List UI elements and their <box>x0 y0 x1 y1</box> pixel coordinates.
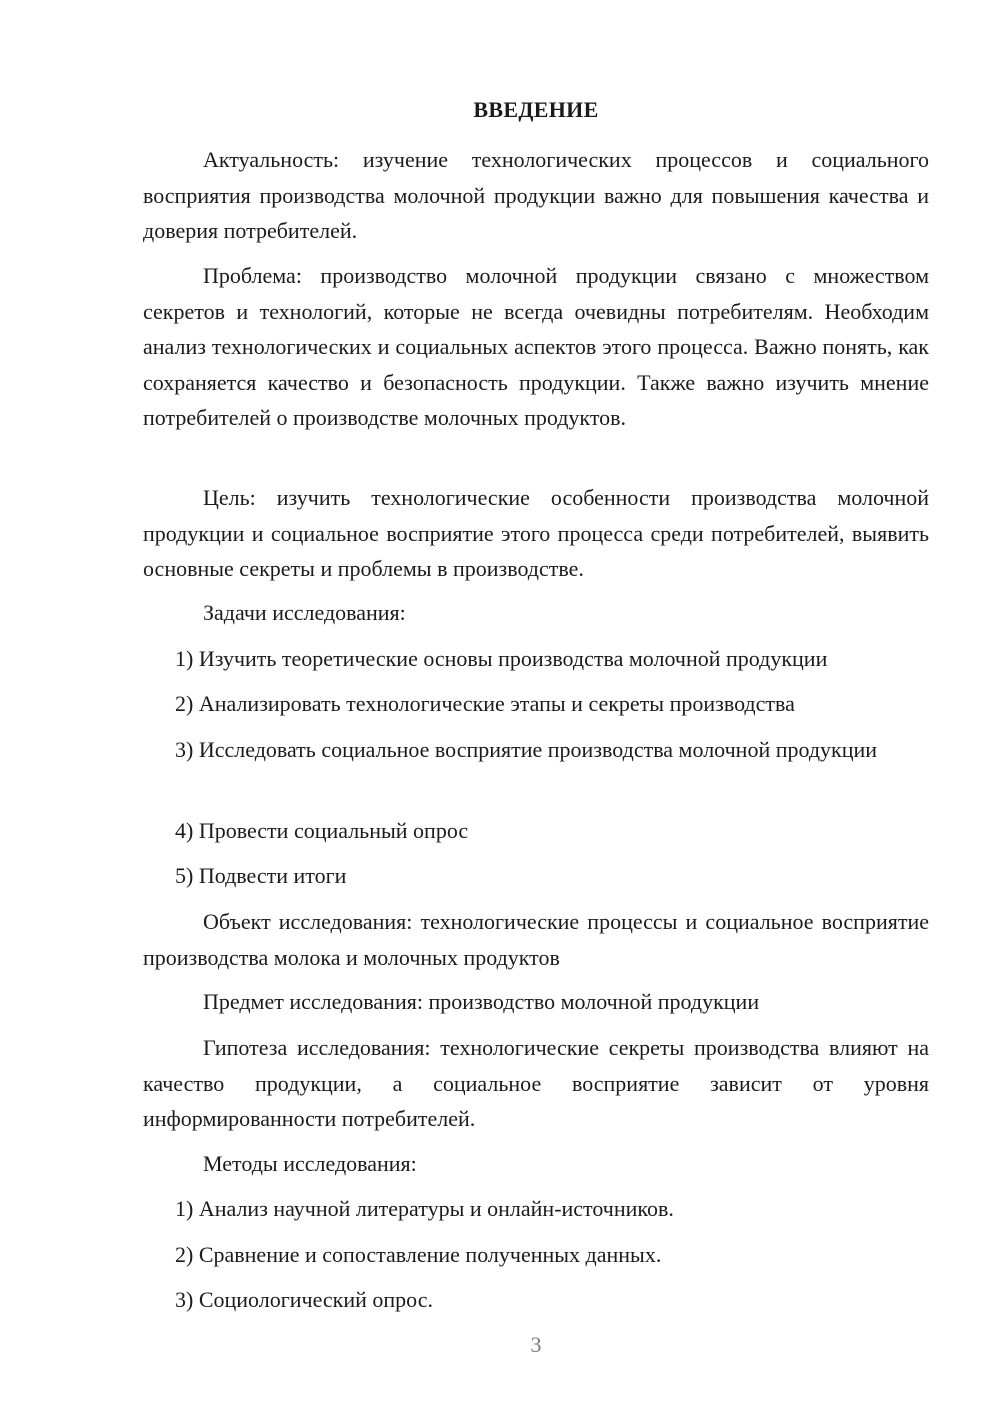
methods-heading: Методы исследования: <box>203 1151 417 1176</box>
method-item-3: 3) Социологический опрос. <box>175 1287 433 1312</box>
task-item-1: 1) Изучить теоретические основы производства молочной продукции <box>175 646 828 671</box>
task-item-4: 4) Провести социальный опрос <box>175 818 469 843</box>
relevance-paragraph: Актуальность: изучение технологических процессов и социального восприятия производства молочной продукции важно для повышения качества и доверия потребителей. <box>143 147 929 243</box>
task-item-3: 3) Исследовать социальное восприятие производства молочной продукции <box>175 737 878 762</box>
goal-paragraph: Цель: изучить технологические особенности производства молочной продукции и социальное восприятие этого процесса среди потребителей, выявить основные секреты и проблемы в производстве. <box>143 485 929 581</box>
hypothesis-paragraph: Гипотеза исследования: технологические секреты производства влияют на качество продукции, а социальное восприятие зависит от уровня информированности потребителей. <box>143 1035 929 1131</box>
tasks-heading: Задачи исследования: <box>203 600 406 625</box>
subject-paragraph: Предмет исследования: производство молочной продукции <box>203 989 760 1014</box>
task-item-2: 2) Анализировать технологические этапы и секреты производства <box>175 691 795 716</box>
task-item-5: 5) Подвести итоги <box>175 863 347 888</box>
problem-paragraph: Проблема: производство молочной продукции связано с множеством секретов и технологий, которые не всегда очевидны потребителям. Необходим анализ технологических и социальных аспектов этого процесса. Важно понять, как сохраняется качество и безопасность продукции. Также важно изучить мнение потребителей о производстве молочных продуктов. <box>143 263 929 430</box>
section-heading: ВВЕДЕНИЕ <box>473 97 599 122</box>
method-item-2: 2) Сравнение и сопоставление полученных данных. <box>175 1242 662 1267</box>
page-number: 3 <box>530 1332 542 1357</box>
object-paragraph: Объект исследования: технологические процессы и социальное восприятие производства молока и молочных продуктов <box>143 909 929 970</box>
method-item-1: 1) Анализ научной литературы и онлайн-источников. <box>175 1196 674 1221</box>
